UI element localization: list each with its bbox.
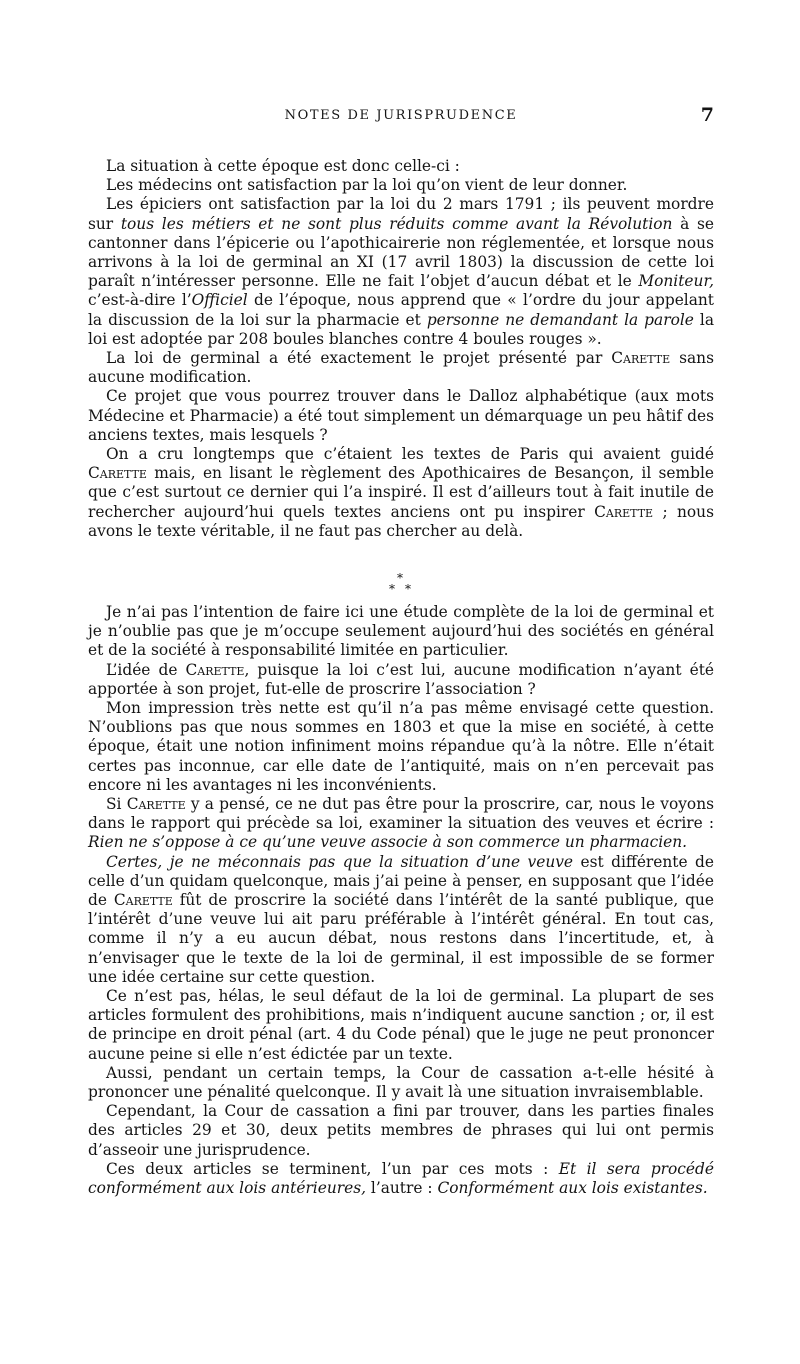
paragraph: Je n’ai pas l’intention de faire ici une étude complète de la loi de germinal et je n’oublie pas que je m’occupe seulement aujourd’hui des sociétés en général et de la société à responsabilité limitée en particulier.: [88, 603, 714, 660]
page-number: 7: [700, 104, 714, 126]
author-name: Carette: [88, 464, 147, 483]
author-name: Carette: [594, 502, 654, 521]
paragraph: Mon impression très nette est qu’il n’a pas même envisagé cette question. N’oublions pas que nous sommes en 1803 et que la mise en société, à cette époque, était une notion infiniment moins répandue qu’à la nôtre. Elle n’était certes pas inconnue, car elle date de l’antiquité, mais on n’en percevait pas encore ni les avantages ni les inconvénients.: [88, 699, 714, 794]
svg-text:*: *: [389, 582, 395, 596]
paragraph: Ce n’est pas, hélas, le seul défaut de la loi de germinal. La plupart de ses articles formulent des prohibitions, mais n’indiquent aucune sanction ; or, il est de principe en droit pénal (art. 4 du Code pénal) que le juge ne peut prononcer aucune peine si elle n’est édictée par un texte.: [88, 987, 714, 1063]
svg-text:*: *: [405, 582, 411, 596]
author-name: Carette: [185, 660, 245, 679]
paragraph: La loi de germinal a été exactement le projet présenté par Carette sans aucune modification.: [88, 349, 714, 387]
paragraph: Certes, je ne méconnais pas que la situation d’une veuve est différente de celle d’un quidam quelconque, mais j’ai peine à penser, en supposant que l’idée de Carette fût de proscrire la société dans l’intérêt de la santé publique, que l’intérêt d’une veuve lui ait paru préférable à l’intérêt général. En tout cas, comme il n’y a eu aucun débat, nous restons dans l’incertitude, et, à n’envisager que le texte de la loi de germinal, il est impossible de se former une idée certaine sur cette question.: [88, 852, 714, 986]
paragraph: Si Carette y a pensé, ce ne dut pas être pour la proscrire, car, nous le voyons dans le rapport qui précède sa loi, examiner la situation des veuves et écrire : Rien ne s’oppose à ce qu’une veuve associe à son commerce un pharmacien.: [88, 795, 714, 852]
section-separator-asterism: [380, 568, 420, 598]
author-name: Carette: [126, 795, 186, 814]
paragraph: L’idée de Carette, puisque la loi c’est lui, aucune modification n’ayant été apportée à son projet, fut-elle de proscrire l’association ?: [88, 660, 714, 698]
paragraph: La situation à cette époque est donc celle-ci :: [106, 157, 460, 175]
text-block-1: [88, 157, 714, 541]
page-header: [88, 104, 714, 128]
paragraph: Aussi, pendant un certain temps, la Cour de cassation a-t-elle hésité à prononcer une pénalité quelconque. Il y avait là une situation invraisemblable.: [88, 1063, 714, 1102]
paragraph: Cependant, la Cour de cassation a fini par trouver, dans les parties finales des articles 29 et 30, deux petits membres de phrases qui lui ont permis d’asseoir une jurisprudence.: [88, 1102, 714, 1159]
paragraph: On a cru longtemps que c’étaient les textes de Paris qui avaient guidé Carette mais, en lisant le règlement des Apothicaires de Besançon, il semble que c’est surtout ce dernier qui l’a inspiré. Il est d’ailleurs tout à fait inutile de rechercher aujourd’hui quels textes anciens ont pu inspirer Carette ; nous avons le texte véritable, il ne faut pas chercher au delà.: [88, 445, 714, 540]
author-name: Carette: [113, 891, 173, 910]
paragraph: Ces deux articles se terminent, l’un par ces mots : Et il sera procédé conformément aux lois antérieures, l’autre : Conformément aux lois existantes.: [88, 1159, 714, 1198]
text-block-2: [88, 603, 714, 1198]
running-title: NOTES DE JURISPRUDENCE: [284, 108, 518, 123]
paragraph: Ce projet que vous pourrez trouver dans le Dalloz alphabétique (aux mots Médecine et Pharmacie) a été tout simplement un démarquage un peu hâtif des anciens textes, mais lesquels ?: [88, 387, 714, 444]
paragraph: Les épiciers ont satisfaction par la loi du 2 mars 1791 ; ils peuvent mordre sur tous les métiers et ne sont plus réduits comme avant la Révolution à se cantonner dans l’épicerie ou l’apothicairerie non réglementée, et lorsque nous arrivons à la loi de germinal an XI (17 avril 1803) la discussion de cette loi paraît n’intéresser personne. Elle ne fait l’objet d’aucun débat et le Moniteur, c’est-à-dire l’Officiel de l’époque, nous apprend que « l’ordre du jour appelant la discussion de la loi sur la pharmacie et personne ne demandant la parole la loi est adoptée par 208 boules blanches contre 4 boules rouges ».: [88, 195, 714, 348]
author-name: Carette: [611, 349, 671, 368]
paragraph: Les médecins ont satisfaction par la loi qu’on vient de leur donner.: [106, 176, 628, 195]
svg-text:*: *: [397, 571, 403, 585]
